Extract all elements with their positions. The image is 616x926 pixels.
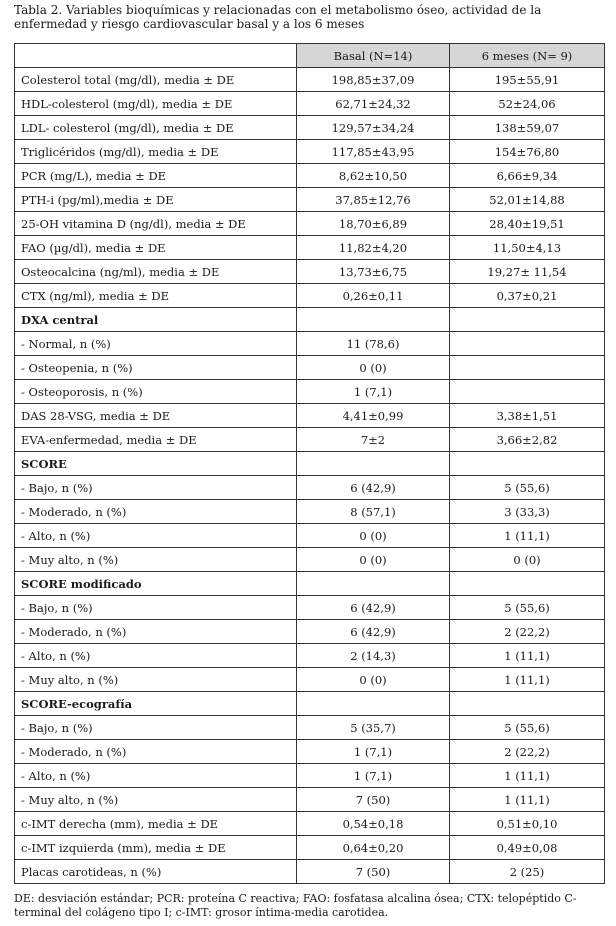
data-table [14, 43, 605, 884]
header-6-meses: 6 meses (N= 9) [450, 44, 605, 68]
row-label: Colesterol total (mg/dl), media ± DE [15, 68, 297, 92]
row-label: - Alto, n (%) [15, 644, 297, 668]
six-month-value [450, 356, 605, 380]
row-label: - Muy alto, n (%) [15, 788, 297, 812]
basal-value [297, 308, 450, 332]
six-month-value: 0,51±0,10 [450, 812, 605, 836]
table-row [15, 404, 605, 428]
table-row [15, 380, 605, 404]
six-month-value: 6,66±9,34 [450, 164, 605, 188]
six-month-value: 1 (11,1) [450, 644, 605, 668]
table-row [15, 284, 605, 308]
six-month-value: 3,66±2,82 [450, 428, 605, 452]
header-blank-cell [15, 44, 297, 68]
row-label: - Normal, n (%) [15, 332, 297, 356]
table-caption: Tabla 2. Variables bioquímicas y relacionadas con el metabolismo óseo, actividad de la enfermedad y riesgo cardiovascular basal y a los 6 meses [14, 3, 542, 31]
row-label: 25-OH vitamina D (ng/dl), media ± DE [15, 212, 297, 236]
table-row [15, 68, 605, 92]
six-month-value: 52±24,06 [450, 92, 605, 116]
row-label: - Moderado, n (%) [15, 740, 297, 764]
table-row [15, 332, 605, 356]
table-row [15, 668, 605, 692]
table-row [15, 116, 605, 140]
six-month-value: 2 (22,2) [450, 620, 605, 644]
basal-value: 11,82±4,20 [297, 236, 450, 260]
table-row [15, 740, 605, 764]
table-row [15, 356, 605, 380]
row-label: - Osteoporosis, n (%) [15, 380, 297, 404]
table-header-row [15, 44, 605, 68]
table-row [15, 860, 605, 884]
basal-value: 7 (50) [297, 788, 450, 812]
six-month-value [450, 380, 605, 404]
six-month-value: 19,27± 11,54 [450, 260, 605, 284]
table-row [15, 644, 605, 668]
table-row [15, 476, 605, 500]
table-row [15, 812, 605, 836]
six-month-value: 195±55,91 [450, 68, 605, 92]
row-label: Placas carotideas, n (%) [15, 860, 297, 884]
row-label: Osteocalcina (ng/ml), media ± DE [15, 260, 297, 284]
basal-value: 0,64±0,20 [297, 836, 450, 860]
section-header-row [15, 572, 605, 596]
table-row [15, 500, 605, 524]
six-month-value [450, 572, 605, 596]
basal-value: 8,62±10,50 [297, 164, 450, 188]
table-row [15, 164, 605, 188]
basal-value: 6 (42,9) [297, 476, 450, 500]
six-month-value: 5 (55,6) [450, 716, 605, 740]
table-row [15, 428, 605, 452]
basal-value: 1 (7,1) [297, 740, 450, 764]
basal-value: 7 (50) [297, 860, 450, 884]
header-basal: Basal (N=14) [297, 44, 450, 68]
basal-value: 7±2 [297, 428, 450, 452]
six-month-value: 0,37±0,21 [450, 284, 605, 308]
row-label: SCORE modificado [15, 572, 297, 596]
row-label: - Bajo, n (%) [15, 596, 297, 620]
basal-value: 0 (0) [297, 548, 450, 572]
basal-value: 37,85±12,76 [297, 188, 450, 212]
table-footnote: DE: desviación estándar; PCR: proteína C reactiva; FAO: fosfatasa alcalina ósea; CTX: telopéptido C-terminal del colágeno tipo I; c-IMT: grosor íntima-media carotidea. [14, 892, 577, 919]
table-row [15, 764, 605, 788]
six-month-value: 1 (11,1) [450, 788, 605, 812]
six-month-value [450, 332, 605, 356]
row-label: c-IMT izquierda (mm), media ± DE [15, 836, 297, 860]
row-label: - Bajo, n (%) [15, 476, 297, 500]
section-header-row [15, 692, 605, 716]
row-label: c-IMT derecha (mm), media ± DE [15, 812, 297, 836]
row-label: FAO (µg/dl), media ± DE [15, 236, 297, 260]
six-month-value: 0 (0) [450, 548, 605, 572]
six-month-value: 52,01±14,88 [450, 188, 605, 212]
basal-value: 2 (14,3) [297, 644, 450, 668]
six-month-value: 28,40±19,51 [450, 212, 605, 236]
basal-value: 0 (0) [297, 356, 450, 380]
table-row [15, 716, 605, 740]
basal-value: 6 (42,9) [297, 596, 450, 620]
six-month-value: 0,49±0,08 [450, 836, 605, 860]
table-row [15, 788, 605, 812]
six-month-value: 5 (55,6) [450, 596, 605, 620]
row-label: SCORE-ecografía [15, 692, 297, 716]
basal-value: 1 (7,1) [297, 380, 450, 404]
basal-value: 4,41±0,99 [297, 404, 450, 428]
table-row [15, 620, 605, 644]
row-label: - Muy alto, n (%) [15, 668, 297, 692]
basal-value: 0 (0) [297, 524, 450, 548]
table-row [15, 260, 605, 284]
basal-value: 13,73±6,75 [297, 260, 450, 284]
section-header-row [15, 308, 605, 332]
basal-value: 1 (7,1) [297, 764, 450, 788]
row-label: SCORE [15, 452, 297, 476]
basal-value: 0,54±0,18 [297, 812, 450, 836]
basal-value: 129,57±34,24 [297, 116, 450, 140]
basal-value: 8 (57,1) [297, 500, 450, 524]
table-row [15, 596, 605, 620]
row-label: HDL-colesterol (mg/dl), media ± DE [15, 92, 297, 116]
six-month-value: 154±76,80 [450, 140, 605, 164]
six-month-value: 3,38±1,51 [450, 404, 605, 428]
six-month-value [450, 308, 605, 332]
row-label: - Alto, n (%) [15, 524, 297, 548]
six-month-value: 2 (22,2) [450, 740, 605, 764]
six-month-value: 138±59,07 [450, 116, 605, 140]
six-month-value: 1 (11,1) [450, 668, 605, 692]
table-row [15, 548, 605, 572]
basal-value: 11 (78,6) [297, 332, 450, 356]
basal-value [297, 452, 450, 476]
row-label: PTH-i (pg/ml),media ± DE [15, 188, 297, 212]
table-row [15, 188, 605, 212]
table-row [15, 140, 605, 164]
row-label: - Moderado, n (%) [15, 500, 297, 524]
row-label: EVA-enfermedad, media ± DE [15, 428, 297, 452]
row-label: LDL- colesterol (mg/dl), media ± DE [15, 116, 297, 140]
row-label: PCR (mg/L), media ± DE [15, 164, 297, 188]
row-label: - Moderado, n (%) [15, 620, 297, 644]
table-row [15, 212, 605, 236]
basal-value: 5 (35,7) [297, 716, 450, 740]
basal-value: 18,70±6,89 [297, 212, 450, 236]
row-label: - Bajo, n (%) [15, 716, 297, 740]
basal-value [297, 572, 450, 596]
row-label: - Alto, n (%) [15, 764, 297, 788]
basal-value: 198,85±37,09 [297, 68, 450, 92]
six-month-value: 2 (25) [450, 860, 605, 884]
basal-value: 0 (0) [297, 668, 450, 692]
row-label: Triglicéridos (mg/dl), media ± DE [15, 140, 297, 164]
row-label: DXA central [15, 308, 297, 332]
six-month-value: 1 (11,1) [450, 524, 605, 548]
section-header-row [15, 452, 605, 476]
table-row [15, 836, 605, 860]
six-month-value: 5 (55,6) [450, 476, 605, 500]
six-month-value: 1 (11,1) [450, 764, 605, 788]
table-row [15, 92, 605, 116]
row-label: - Muy alto, n (%) [15, 548, 297, 572]
row-label: CTX (ng/ml), media ± DE [15, 284, 297, 308]
basal-value: 62,71±24,32 [297, 92, 450, 116]
basal-value [297, 692, 450, 716]
six-month-value: 3 (33,3) [450, 500, 605, 524]
row-label: - Osteopenia, n (%) [15, 356, 297, 380]
six-month-value: 11,50±4,13 [450, 236, 605, 260]
table-row [15, 524, 605, 548]
table-row [15, 236, 605, 260]
basal-value: 6 (42,9) [297, 620, 450, 644]
six-month-value [450, 692, 605, 716]
basal-value: 0,26±0,11 [297, 284, 450, 308]
row-label: DAS 28-VSG, media ± DE [15, 404, 297, 428]
six-month-value [450, 452, 605, 476]
basal-value: 117,85±43,95 [297, 140, 450, 164]
table-body [15, 68, 605, 884]
